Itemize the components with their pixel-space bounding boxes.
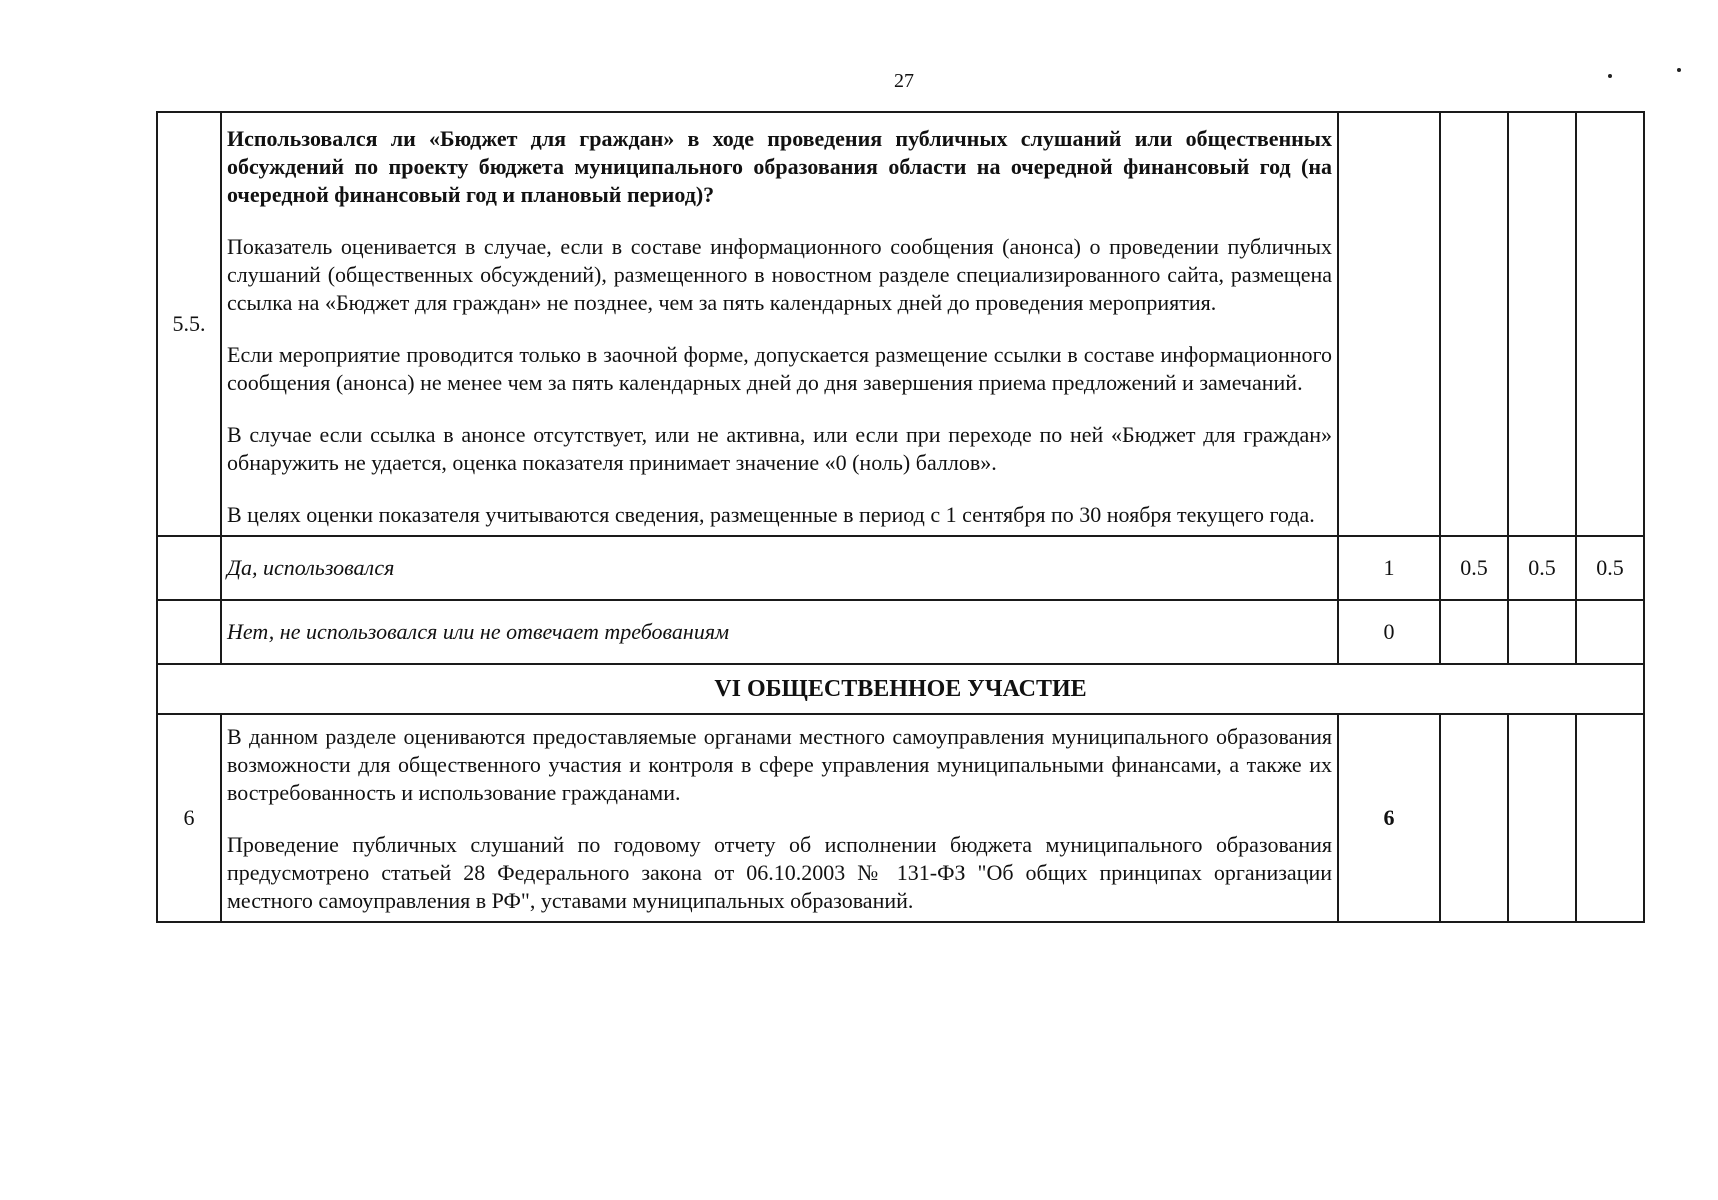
- indicator-paragraph: В целях оценки показателя учитываются сведения, размещенные в период с 1 сентября по 30 ноября текущего года.: [227, 502, 1315, 527]
- indicator-question: Использовался ли «Бюджет для граждан» в ходе проведения публичных слушаний или общественных обсуждений по проекту бюджета муниципального образования области на очередной финансовый год (на очередной финансовый год и плановый период)?: [227, 126, 1332, 207]
- option-label-yes: Да, использовался: [221, 536, 1338, 600]
- indicator-paragraph: Если мероприятие проводится только в заочной форме, допускается размещение ссылки в составе информационного сообщения (анонса) не менее чем за пять календарных дней до дня завершения приема предложений и замечаний.: [227, 342, 1332, 395]
- option-max-score: 0: [1338, 600, 1440, 664]
- table-row-section-6: [157, 714, 1644, 922]
- score-cell-empty: [1440, 600, 1508, 664]
- page-number: 27: [894, 70, 914, 92]
- table-row-option-no: [157, 600, 1644, 664]
- number-cell-empty: [157, 600, 221, 664]
- table-row-option-yes: [157, 536, 1644, 600]
- option-score-3: 0.5: [1508, 536, 1576, 600]
- scan-artifact-dot: [1608, 74, 1612, 78]
- score-cell-empty: [1508, 112, 1576, 536]
- indicator-paragraph: Показатель оценивается в случае, если в составе информационного сообщения (анонса) о проведении публичных слушаний (общественных обсуждений), размещенного в новостном разделе специализированного сайта, размещена ссылка на «Бюджет для граждан» не позднее, чем за пять календарных дней до проведения мероприятия.: [227, 234, 1332, 315]
- indicator-number: 5.5.: [157, 112, 221, 536]
- option-score-2: 0.5: [1440, 536, 1508, 600]
- score-cell-empty: [1576, 600, 1644, 664]
- scan-artifact-dot: [1677, 68, 1681, 72]
- score-cell-empty: [1576, 112, 1644, 536]
- indicator-description: [221, 112, 1338, 536]
- table-row-indicator-5-5: [157, 112, 1644, 536]
- option-score-4: 0.5: [1576, 536, 1644, 600]
- option-max-score: 1: [1338, 536, 1440, 600]
- score-cell-empty: [1508, 714, 1576, 922]
- score-cell-empty: [1338, 112, 1440, 536]
- score-cell-empty: [1508, 600, 1576, 664]
- section-paragraph: В данном разделе оцениваются предоставляемые органами местного самоуправления муниципального образования возможности для общественного участия и контроля в сфере управления муниципальными финансами, а также их востребованность и использование гражданами.: [227, 724, 1332, 805]
- number-cell-empty: [157, 536, 221, 600]
- indicator-paragraph: В случае если ссылка в анонсе отсутствует, или не активна, или если при переходе по ней «Бюджет для граждан» обнаружить не удается, оценка показателя принимает значение «0 (ноль) баллов».: [227, 422, 1332, 475]
- section-title: VI ОБЩЕСТВЕННОЕ УЧАСТИЕ: [157, 664, 1644, 714]
- score-cell-empty: [1440, 112, 1508, 536]
- criteria-table: [156, 111, 1645, 923]
- table-row-section-header: [157, 664, 1644, 714]
- option-label-no: Нет, не использовался или не отвечает требованиям: [221, 600, 1338, 664]
- section-paragraph: Проведение публичных слушаний по годовому отчету об исполнении бюджета муниципального образования предусмотрено статьей 28 Федерального закона от 06.10.2003 № 131-ФЗ "Об общих принципах организации местного самоуправления в РФ", уставами муниципальных образований.: [227, 832, 1332, 913]
- section-max-score: 6: [1338, 714, 1440, 922]
- score-cell-empty: [1440, 714, 1508, 922]
- section-number: 6: [157, 714, 221, 922]
- score-cell-empty: [1576, 714, 1644, 922]
- section-description: [221, 714, 1338, 922]
